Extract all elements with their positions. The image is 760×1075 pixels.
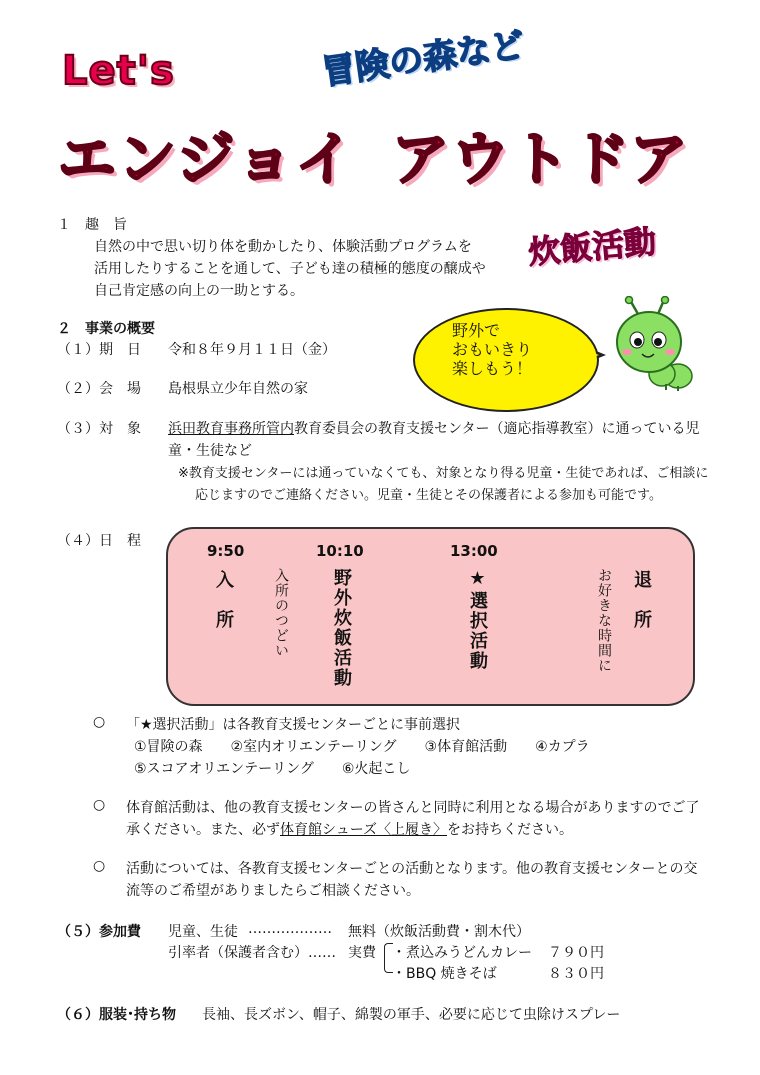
target-note-1: ※教育支援センターには通っていなくても、対象となり得る児童・生徒であれば、ご相談に: [178, 466, 709, 481]
note2-line-1: 体育館活動は、他の教育支援センターの皆さんと同時に利用となる場合がありますのでご了: [126, 800, 700, 816]
schedule-label: （４）日 程: [57, 533, 141, 549]
clothing-value: 長袖、長ズボン、帽子、綿製の軍手、必要に応じて虫除けスプレー: [202, 1007, 621, 1023]
note1-line-1: 「★選択活動」は各教育支援センターごとに事前選択: [126, 717, 460, 733]
note3-bullet: ○: [93, 858, 106, 874]
fees-price-1: ７９０円: [548, 945, 604, 961]
main-title-part1: エンジョイ: [58, 125, 356, 193]
bubble-line-3: 楽しもう！: [452, 359, 533, 378]
target-label: （３）対 象: [57, 421, 141, 437]
schedule-depart: 退 所: [631, 570, 652, 630]
note1-line-2: ①冒険の森 ②室内オリエンテーリング ③体育館活動 ④カプラ: [134, 739, 590, 755]
caterpillar-icon: [604, 296, 704, 392]
fees-dots: ………………: [248, 921, 332, 937]
note2-gym-shoes: 体育館シューズ〈上履き〉: [280, 822, 448, 838]
forest-subtitle: 冒険の森など: [319, 25, 527, 94]
fees-label: （５）参加費: [57, 924, 141, 940]
bubble-line-1: 野外で: [452, 321, 501, 340]
target-value: [168, 418, 699, 438]
fees-price-2: ８３０円: [548, 966, 604, 982]
bubble-text: [452, 321, 532, 378]
note2-line-2: [126, 819, 573, 839]
schedule-box: [166, 527, 695, 706]
fees-item-2: ・BBQ 焼きそば: [392, 966, 497, 982]
note2-line-2b: をお持ちください。: [447, 822, 574, 838]
note1-line-3: ⑤スコアオリエンテーリング ⑥火起こし: [134, 761, 411, 777]
note1-bullet: ○: [93, 714, 106, 730]
fees-students: 児童、生徒: [168, 924, 238, 940]
note3-line-2: 流等のご希望がありましたらご相談ください。: [126, 883, 420, 899]
fees-actual: 実費: [348, 945, 376, 961]
time-selected: 13:00: [450, 542, 498, 560]
lets-title: Let's: [62, 48, 175, 94]
time-cooking: 10:10: [316, 542, 364, 560]
schedule-outdoor-cooking: 野外炊飯活動: [331, 568, 352, 688]
schedule-arrive: 入 所: [213, 570, 234, 630]
purpose-line-3: 自己肯定感の向上の一助とする。: [94, 283, 304, 299]
note2-bullet: ○: [93, 797, 106, 813]
note3-line-1: 活動については、各教育支援センターごとの活動となります。他の教育支援センターとの交: [126, 861, 698, 877]
fees-item-1: ・煮込みうどんカレー: [392, 945, 532, 961]
purpose-line-1: 自然の中で思い切り体を動かしたり、体験活動プログラムを: [94, 239, 472, 255]
schedule-gathering: 入所のつどい: [273, 568, 289, 658]
schedule-free-time: お好きな時間に: [596, 568, 612, 673]
bubble-line-2: おもいきり: [452, 340, 533, 359]
clothing-label: （６）服装･持ち物: [57, 1007, 176, 1023]
main-title-part2: アウトドア: [391, 125, 690, 193]
time-arrive: 9:50: [207, 542, 245, 560]
purpose-heading: １ 趣 旨: [57, 217, 127, 233]
date-label: （１）期 日: [57, 342, 141, 358]
target-value-underlined: 浜田教育事務所管内: [168, 421, 294, 437]
bubble-tail-inner: [582, 349, 599, 361]
venue-label: （２）会 場: [57, 381, 141, 397]
target-note-2: 応じますのでご連絡ください。児童・生徒とその保護者による参加も可能です。: [195, 488, 662, 503]
cooking-title: 炊飯活動: [526, 222, 658, 272]
venue-value: 島根県立少年自然の家: [168, 381, 308, 397]
note2-line-2a: 承ください。また、必ず: [126, 822, 280, 838]
fees-leaders: 引率者（保護者含む）……: [168, 945, 336, 961]
fees-students-fee: 無料（炊飯活動費・割木代）: [348, 924, 530, 940]
date-value: 令和８年９月１１日（金）: [168, 342, 336, 358]
purpose-line-2: 活用したりすることを通して、子ども達の積極的態度の醸成や: [94, 261, 486, 277]
overview-heading: ２ 事業の概要: [57, 321, 155, 337]
target-value-rest: 教育委員会の教育支援センター（適応指導教室）に通っている児: [294, 421, 700, 437]
schedule-selected: ★選択活動: [467, 568, 488, 671]
target-value-line2: 童・生徒など: [168, 443, 252, 459]
main-title: [58, 112, 690, 196]
